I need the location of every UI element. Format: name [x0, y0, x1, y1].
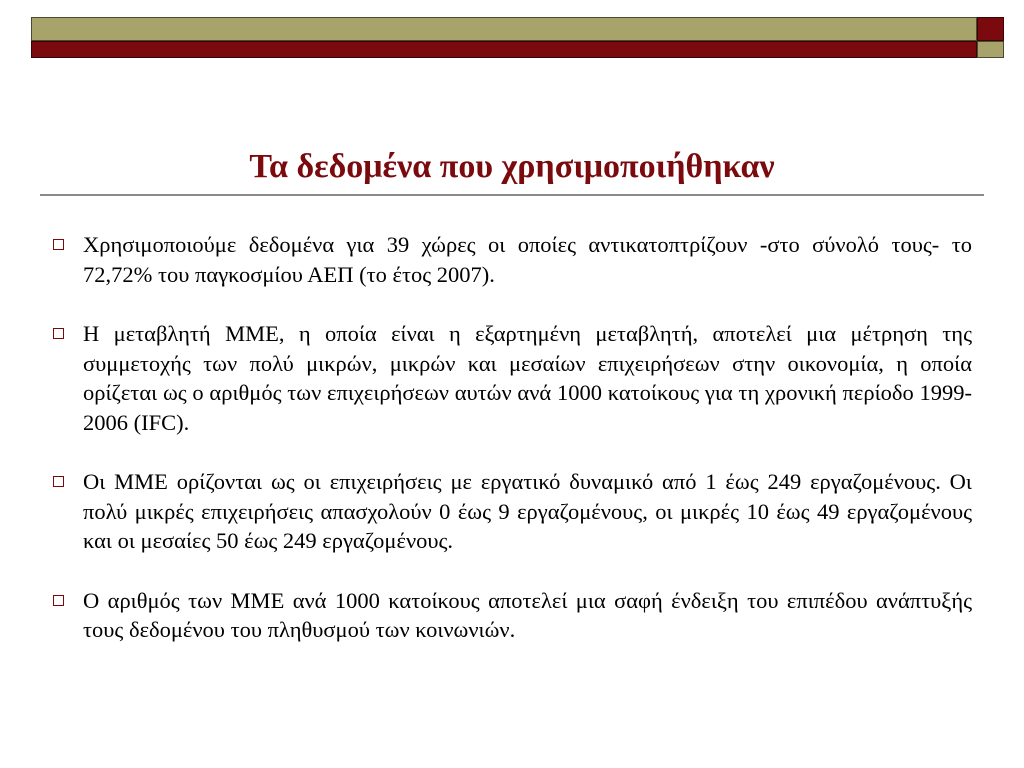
slide-title: Τα δεδομένα που χρησιμοποιήθηκαν — [249, 148, 775, 185]
square-bullet-icon — [53, 328, 64, 339]
bullet-item-indicator — [52, 586, 972, 645]
bullet-text: Ο αριθμός των ΜΜΕ ανά 1000 κατοίκους αποτελεί μια σαφή ένδειξη του επιπέδου ανάπτυξής τους δεδομένου του πληθυσμού των κοινωνιών. — [83, 587, 972, 642]
header-bar-red — [31, 41, 977, 58]
header-square-red — [977, 17, 1004, 41]
header-square-olive — [977, 41, 1004, 58]
bullet-text: Χρησιμοποιούμε δεδομένα για 39 χώρες οι οποίες αντικατοπτρίζουν -στο σύνολό τους- το 72,72% του παγκοσμίου ΑΕΠ (το έτος 2007). — [83, 232, 972, 287]
bullet-item-countries — [52, 230, 972, 289]
square-bullet-icon — [53, 595, 64, 606]
bullet-list — [52, 230, 972, 675]
bullet-text: Οι ΜΜΕ ορίζονται ως οι επιχειρήσεις με εργατικό δυναμικό από 1 έως 249 εργαζομένους. Οι πολύ μικρές επιχειρήσεις απασχολούν 0 έως 9 εργαζομένους, οι μικρές 10 έως 49 εργαζομένους και οι μεσαίες 50 έως 249 εργαζομένους. — [83, 469, 972, 553]
square-bullet-icon — [53, 239, 64, 250]
square-bullet-icon — [53, 476, 64, 487]
header-bar-olive — [31, 17, 977, 41]
bullet-text: Η μεταβλητή ΜΜΕ, η οποία είναι η εξαρτημένη μεταβλητή, αποτελεί μια μέτρηση της συμμετοχής των πολύ μικρών, μικρών και μεσαίων επιχειρήσεων στην οικονομία, η οποία ορίζεται ως ο αριθμός των επιχειρήσεων αυτών ανά 1000 κατοίκους για τη χρονική περίοδο 1999-2006 (IFC). — [83, 321, 972, 435]
bullet-item-definition — [52, 467, 972, 556]
bullet-item-variable — [52, 319, 972, 437]
title-divider — [40, 194, 984, 196]
